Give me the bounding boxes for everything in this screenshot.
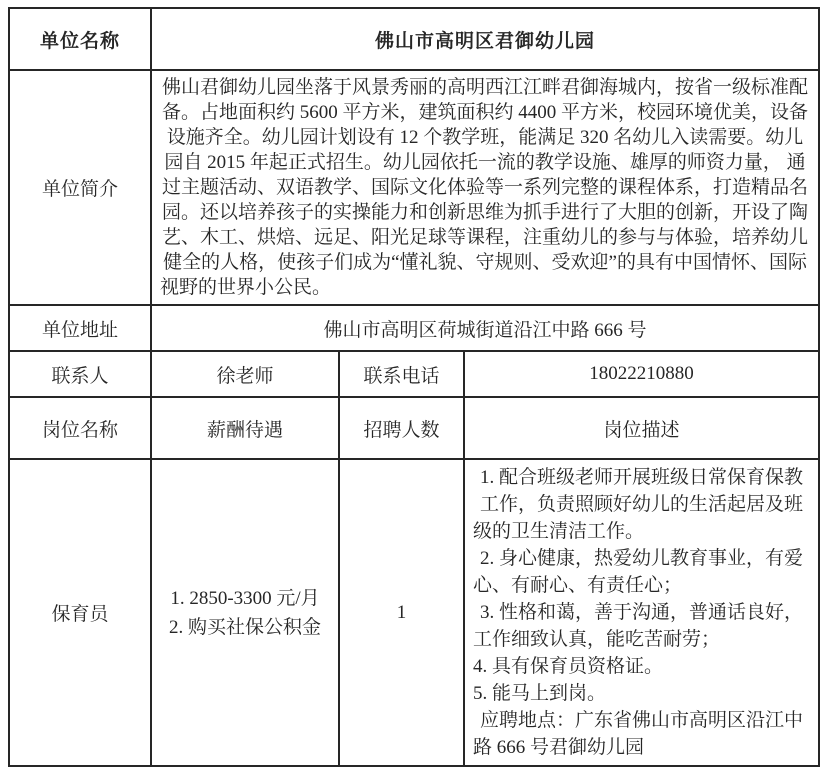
salary-item: 1. 2850-3300 元/月 (170, 587, 320, 609)
phone-value: 18022210880 (464, 351, 819, 397)
description-item: 4. 具有保育员资格证。 (473, 656, 664, 677)
unit-intro-text: 佛山君御幼儿园坐落于风景秀丽的高明西江江畔君御海城内，按省一级标准配备。占地面积约 5600 平方米，建筑面积约 4400 平方米，校园环境优美，设备设施齐全。幼儿园计划设有 12 个教学班，能满足 320 名幼儿入读需要。幼儿园自 2015 年起正式招生。幼儿园依托一流的教学设施、雄厚的师资力量， 通过主题活动、双语教学、国际文化体验等一系列完整的课程体系，打造精品名园。还以培养孩子的实操能力和创新思维为抓手进行了大胆的创新，开设了陶艺、木工、烘焙、远足、阳光足球等课程，注重幼儿的参与与体验，培养幼儿健全的人格，使孩子们成为“懂礼貌、守规则、受欢迎”的具有中国情怀、国际视野的世界小公民。 (151, 70, 819, 305)
unit-name-label: 单位名称 (9, 8, 151, 70)
description-header: 岗位描述 (464, 397, 819, 459)
position-description (464, 459, 819, 766)
contact-name: 徐老师 (151, 351, 339, 397)
salary-header: 薪酬待遇 (151, 397, 339, 459)
phone-label: 联系电话 (339, 351, 464, 397)
unit-address-value: 佛山市高明区荷城街道沿江中路 666 号 (151, 305, 819, 351)
salary-item: 2. 购买社保公积金 (168, 616, 321, 638)
unit-address-label: 单位地址 (9, 305, 151, 351)
position-salary (151, 459, 339, 766)
description-item: 2. 身心健康，热爱幼儿教育事业，有爱心、有耐心、有责任心； (473, 548, 804, 596)
row-unit-intro (9, 70, 819, 305)
row-position-detail (9, 459, 819, 766)
row-position-header (9, 397, 819, 459)
unit-name-value: 佛山市高明区君御幼儿园 (151, 8, 819, 70)
count-header: 招聘人数 (339, 397, 464, 459)
contact-label: 联系人 (9, 351, 151, 397)
job-posting-table (8, 7, 820, 767)
position-name-header: 岗位名称 (9, 397, 151, 459)
row-contact (9, 351, 819, 397)
description-item: 5. 能马上到岗。 (473, 683, 607, 704)
description-item: 应聘地点：广东省佛山市高明区沿江中路 666 号君御幼儿园 (473, 710, 804, 758)
description-item: 3. 性格和蔼，善于沟通，普通话良好，工作细致认真，能吃苦耐劳； (473, 602, 804, 650)
row-unit-address (9, 305, 819, 351)
row-unit-name (9, 8, 819, 70)
description-item: 1. 配合班级老师开展班级日常保育保教工作，负责照顾好幼儿的生活起居及班级的卫生清洁工作。 (473, 467, 804, 542)
unit-intro-label: 单位简介 (9, 70, 151, 305)
position-count: 1 (339, 459, 464, 766)
position-name: 保育员 (9, 459, 151, 766)
